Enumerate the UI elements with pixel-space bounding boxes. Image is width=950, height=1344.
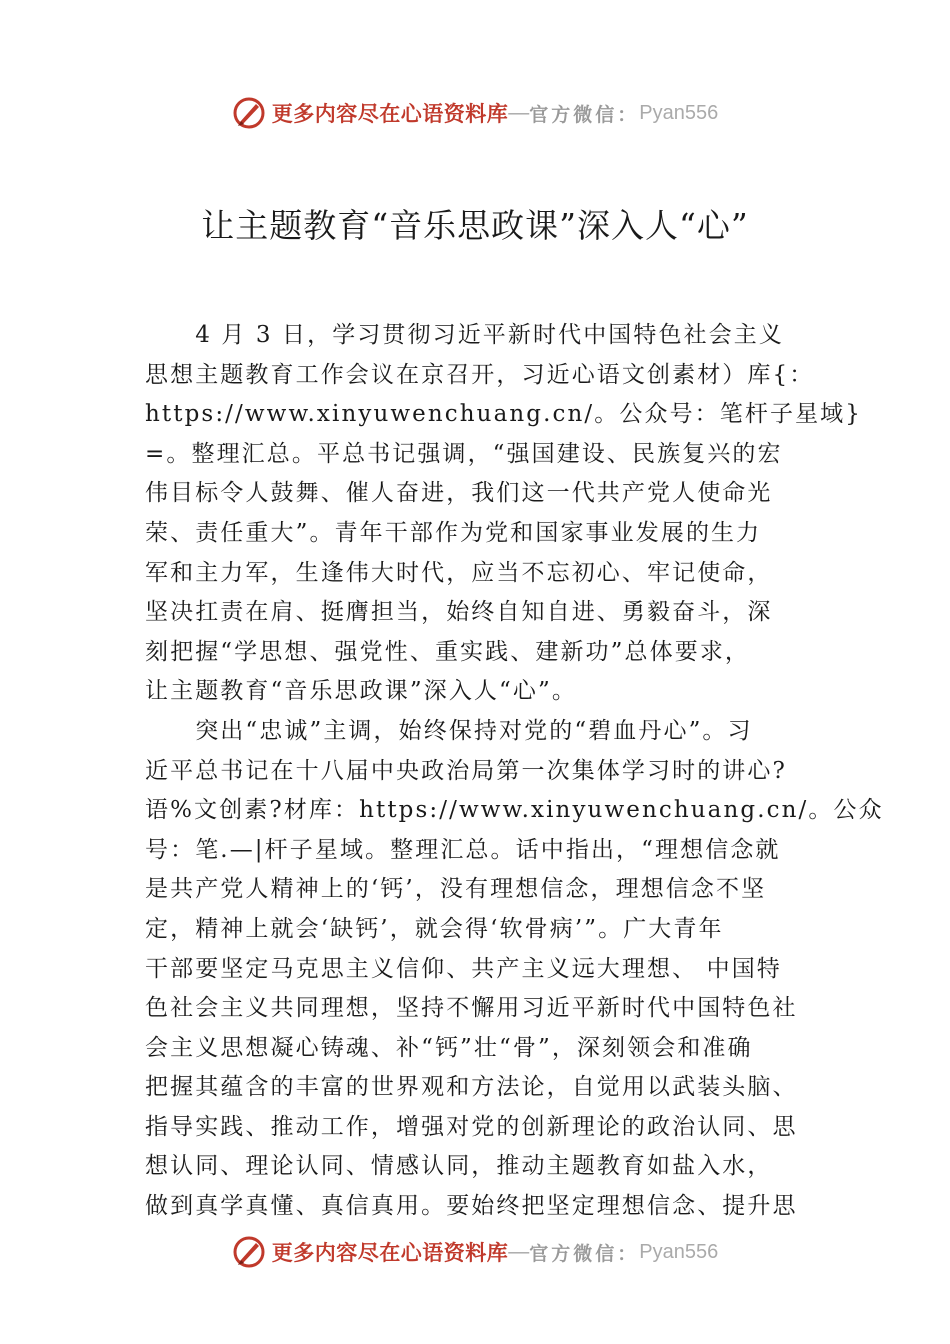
banner-separator: — <box>508 1240 530 1263</box>
text-line: https://www.xinyuwenchuang.cn/。公众号：笔杆子星域} <box>145 401 863 428</box>
text-line: 近平总书记在十八届中央政治局第一次集体学习时的讲心? <box>145 757 787 784</box>
text-line: 号：笔.—|杆子星域。整理汇总。话中指出，“理想信念就 <box>145 836 781 863</box>
text-line: 让主题教育“音乐思政课”深入人“心”。 <box>145 678 577 705</box>
text-line: 刻把握“学思想、强党性、重实践、建新功”总体要求， <box>145 638 751 665</box>
banner-wechat-id: Pyan556 <box>639 1240 719 1263</box>
text-line: 会主义思想凝心铸魂、补“钙”壮“骨”，深刻领会和准确 <box>145 1034 753 1061</box>
pen-logo-icon <box>232 96 266 130</box>
pen-logo-icon <box>232 1235 266 1269</box>
text-line: 军和主力军，生逢伟大时代，应当不忘初心、牢记使命， <box>145 559 773 586</box>
text-line: 4 月 3 日，学习贯彻习近平新时代中国特色社会主义 <box>145 322 784 348</box>
banner-slogan: 更多内容尽在心语资料库 <box>271 1240 509 1265</box>
text-line: 做到真学真懂、真信真用。要始终把坚定理想信念、提升思 <box>145 1193 798 1220</box>
text-line: 突出“忠诚”主调，始终保持对党的“碧血丹心”。习 <box>145 717 753 744</box>
document-title: 让主题教育“音乐思政课”深入人“心” <box>201 206 749 245</box>
text-line: 想认同、理论认同、情感认同，推动主题教育如盐入水， <box>145 1153 773 1180</box>
banner-wechat-label: 官方微信： <box>529 1242 640 1265</box>
text-line: 干部要坚定马克思主义信仰、共产主义远大理想、 中国特 <box>145 955 782 982</box>
banner-slogan: 更多内容尽在心语资料库 <box>271 101 509 126</box>
text-line: =。整理汇总。平总书记强调，“强国建设、民族复兴的宏 <box>145 440 783 467</box>
text-line: 定，精神上就会‘缺钙’，就会得‘软骨病’”。广大青年 <box>145 915 724 942</box>
text-line: 语%文创素?材库：https://www.xinyuwenchuang.cn/。公众 <box>145 797 884 824</box>
footer-watermark-banner <box>0 1232 950 1272</box>
banner-wechat-label: 官方微信： <box>529 103 640 126</box>
text-line: 是共产党人精神上的‘钙’，没有理想信念，理想信念不坚 <box>145 876 767 903</box>
text-line: 伟目标令人鼓舞、催人奋进，我们这一代共产党人使命光 <box>145 480 773 507</box>
document-body <box>145 316 884 1227</box>
text-line: 荣、责任重大”。青年干部作为党和国家事业发展的生力 <box>145 519 762 546</box>
text-line: 把握其蕴含的丰富的世界观和方法论，自觉用以武装头脑、 <box>145 1074 798 1101</box>
header-watermark-banner <box>0 93 950 133</box>
banner-separator: — <box>508 101 530 124</box>
text-line: 思想主题教育工作会议在京召开，习近心语文创素材）库{： <box>145 361 815 388</box>
banner-wechat-id: Pyan556 <box>639 101 719 124</box>
text-line: 指导实践、推动工作，增强对党的创新理论的政治认同、思 <box>145 1113 798 1140</box>
text-line: 坚决扛责在肩、挺膺担当，始终自知自进、勇毅奋斗，深 <box>145 599 773 626</box>
text-line: 色社会主义共同理想，坚持不懈用习近平新时代中国特色社 <box>145 995 798 1022</box>
